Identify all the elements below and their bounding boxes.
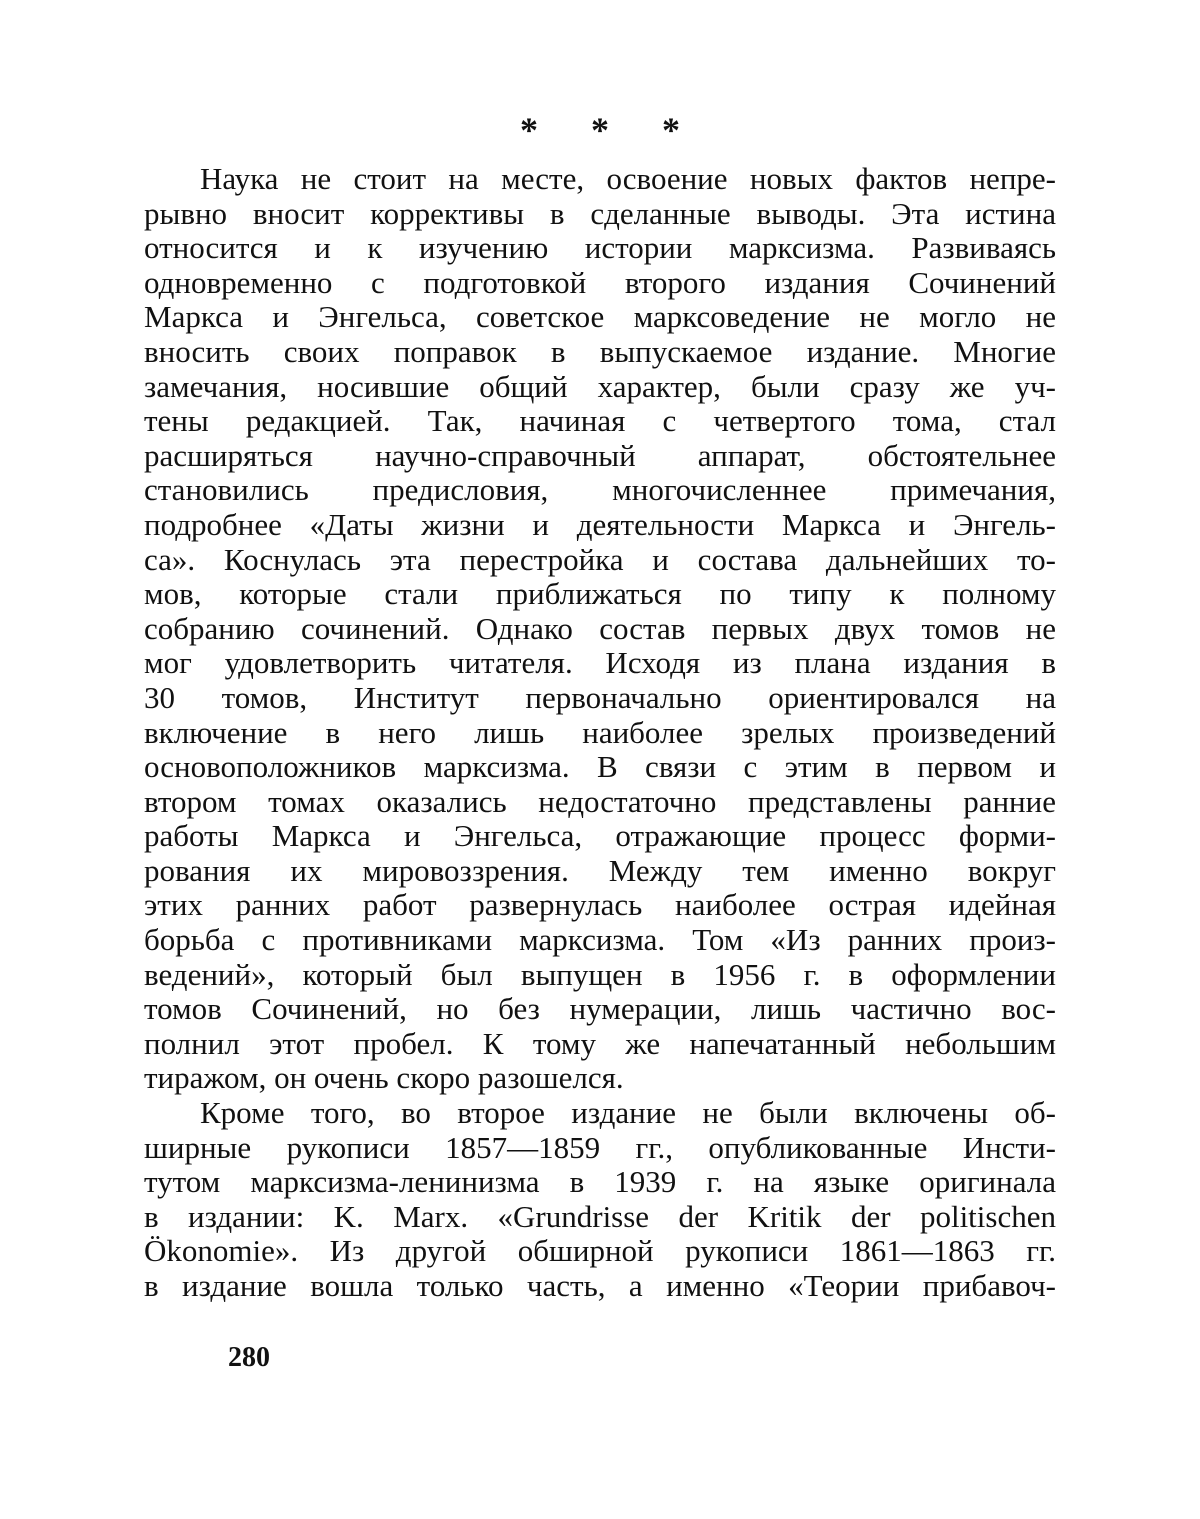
section-divider: * * * — [520, 110, 702, 150]
text-line: рования их мировоззрения. Между тем именно вокруг — [144, 852, 1056, 888]
text-line: Наука не стоит на месте, освоение новых фактов непре- — [200, 161, 1056, 196]
paragraph — [144, 1096, 1056, 1304]
text-line: рывно вносит коррективы в сделанные выводы. Эта истина — [144, 195, 1056, 231]
text-line: вносить своих поправок в выпускаемое издание. Многие — [144, 333, 1056, 369]
text-line: 30 томов, Институт первоначально ориентировался на — [144, 679, 1056, 715]
text-line: втором томах оказались недостаточно представлены ранние — [144, 783, 1056, 819]
text-line: мог удовлетворить читателя. Исходя из плана издания в — [144, 645, 1056, 681]
text-line: этих ранних работ развернулась наиболее острая идейная — [144, 887, 1056, 923]
text-line: борьба с противниками марксизма. Том «Из ранних произ- — [144, 922, 1056, 958]
text-line: в издание вошла только часть, а именно «Теории прибавоч- — [144, 1268, 1056, 1303]
paragraph — [144, 162, 1056, 1096]
text-line: работы Маркса и Энгельса, отражающие процесс форми- — [144, 818, 1056, 854]
text-line: одновременно с подготовкой второго издания Сочинений — [144, 264, 1056, 300]
text-line: полнил этот пробел. К тому же напечатанный небольшим — [144, 1025, 1056, 1061]
text-line: относится и к изучению истории марксизма. Развиваясь — [144, 230, 1056, 266]
text-line: ширные рукописи 1857—1859 гг., опубликованные Инсти- — [144, 1129, 1056, 1165]
page-number: 280 — [228, 1342, 270, 1373]
text-line: Ökonomie». Из другой обширной рукописи 1861—1863 гг. — [144, 1233, 1056, 1269]
text-line: томов Сочинений, но без нумерации, лишь частично вос- — [144, 991, 1056, 1027]
text-line: становились предисловия, многочисленнее примечания, — [144, 472, 1056, 508]
text-line: замечания, носившие общий характер, были сразу же уч- — [144, 368, 1056, 404]
text-line: мов, которые стали приближаться по типу к полному — [144, 576, 1056, 612]
text-line: подробнее «Даты жизни и деятельности Маркса и Энгель- — [144, 506, 1056, 542]
text-line: тутом марксизма-ленинизма в 1939 г. на языке оригинала — [144, 1164, 1056, 1200]
text-line: включение в него лишь наиболее зрелых произведений — [144, 714, 1056, 750]
text-line: собранию сочинений. Однако состав первых двух томов не — [144, 610, 1056, 646]
text-line: тиражом, он очень скоро разошелся. — [144, 1060, 624, 1096]
text-line: Маркса и Энгельса, советское марксоведение не могло не — [144, 299, 1056, 335]
text-line: расширяться научно-справочный аппарат, обстоятельнее — [144, 437, 1056, 473]
text-line: Кроме того, во второе издание не были включены об- — [200, 1095, 1056, 1131]
text-line: са». Коснулась эта перестройка и состава дальнейших то- — [144, 541, 1056, 577]
body-text — [144, 162, 1056, 1304]
text-line: в издании: K. Marx. «Grundrisse der Kritik der politischen — [144, 1198, 1056, 1234]
text-line: ведений», который был выпущен в 1956 г. в оформлении — [144, 956, 1056, 992]
text-line: тены редакцией. Так, начиная с четвертого тома, стал — [144, 403, 1056, 439]
text-line: основоположников марксизма. В связи с этим в первом и — [144, 749, 1056, 785]
